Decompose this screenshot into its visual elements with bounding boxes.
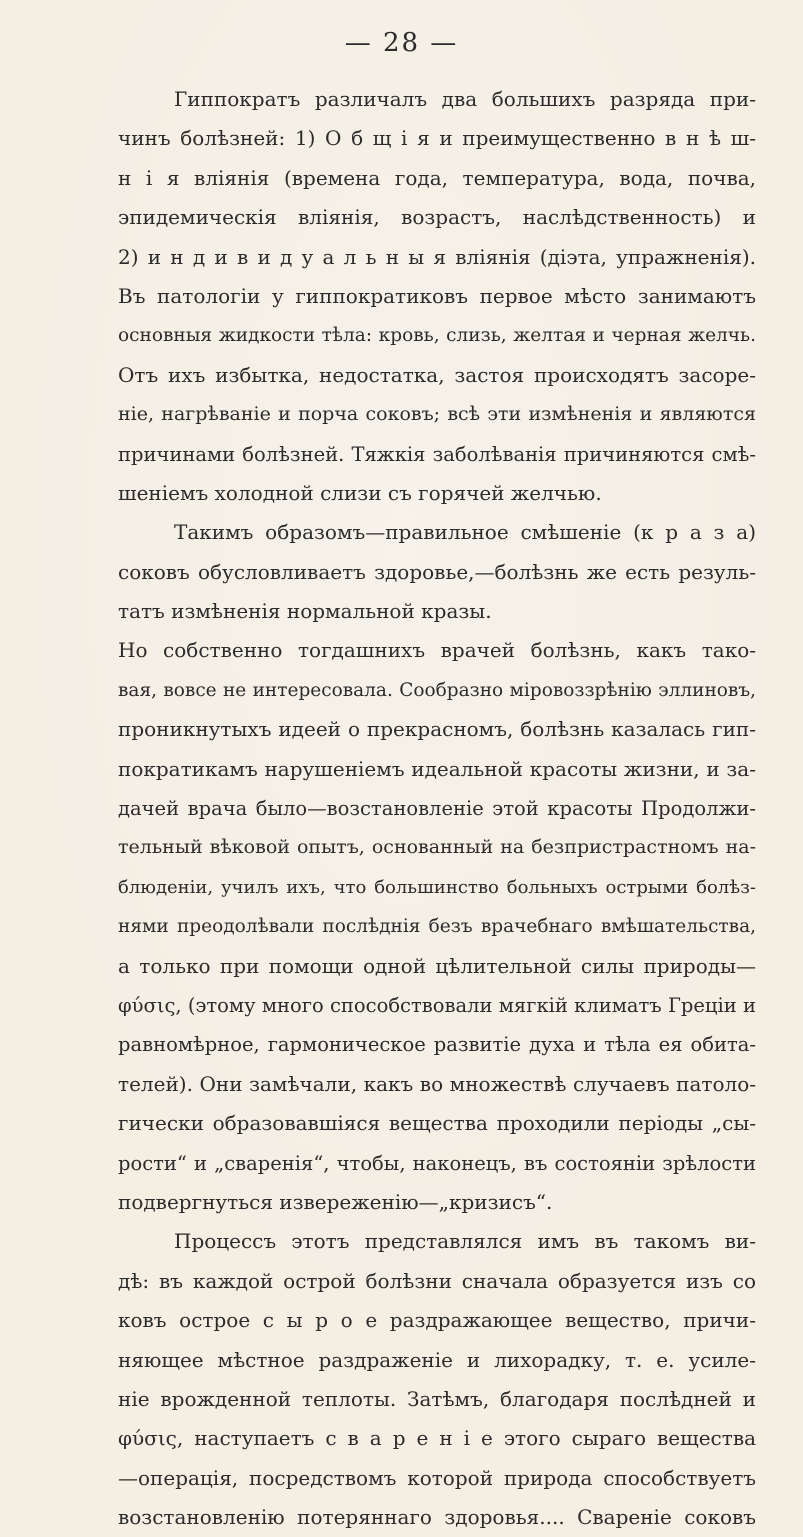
text-line: соковъ обусловливаетъ здоровье,—болѣзнь же есть резуль-	[118, 559, 756, 584]
text-line: вая, вовсе не интересовала. Сообразно міровоззрѣнію эллиновъ,	[118, 679, 756, 701]
text-line: нями преодолѣвали послѣднія безъ врачебнаго вмѣшательства,	[118, 916, 756, 938]
text-line: φύσις, наступаетъ с в а р е н і е этого сыраго вещества	[118, 1426, 756, 1451]
text-line: эпидемическія вліянія, возрастъ, наслѣдственность) и	[118, 205, 756, 230]
text-line: ніе, нагрѣваніе и порча соковъ; всѣ эти измѣненія и являются	[118, 403, 756, 426]
text-line: рости“ и „сваренія“, чтобы, наконецъ, въ состояніи зрѣлости	[118, 1151, 756, 1175]
text-line: 2) и н д и в и д у а л ь н ы я вліянія (діэта, упражненія).	[118, 244, 756, 269]
text-line: возстановленію потеряннаго здоровья.... Свареніе соковъ	[118, 1505, 756, 1530]
text-line: гически образовавшіяся вещества проходили періоды „сы-	[118, 1111, 756, 1136]
text-line: Отъ ихъ избытка, недостатка, застоя происходятъ засоре-	[118, 362, 756, 387]
text-line: дачей врача было—возстановленіе этой красоты Продолжи-	[118, 797, 756, 821]
text-line: ніе врожденной теплоты. Затѣмъ, благодаря послѣдней и	[118, 1386, 756, 1411]
text-line: н і я вліянія (времена года, температура, вода, почва,	[118, 165, 756, 190]
text-line: Въ патологіи у гиппократиковъ первое мѣсто занимаютъ	[118, 283, 756, 308]
text-line: татъ измѣненія нормальной кразы.	[118, 599, 492, 624]
text-line: няющее мѣстное раздраженіе и лихорадку, т. е. усиле-	[118, 1347, 756, 1372]
text-line: равномѣрное, гармоническое развитіе духа и тѣла ея обита-	[118, 1033, 756, 1057]
text-line: проникнутыхъ идеей о прекрасномъ, болѣзнь казалась гип-	[118, 717, 756, 742]
text-line: Гиппократъ различалъ два большихъ разряда при-	[174, 87, 756, 111]
page-number: — 28 —	[344, 28, 459, 58]
text-line: блюденіи, училъ ихъ, что большинство больныхъ острыми болѣз-	[118, 876, 756, 898]
text-line: причинами болѣзней. Тяжкія заболѣванія причиняются смѣ-	[118, 442, 756, 466]
text-line: основныя жидкости тѣла: кровь, слизь, желтая и черная желчь.	[118, 325, 756, 347]
text-line: Процессъ этотъ представлялся имъ въ такомъ ви-	[174, 1229, 756, 1254]
text-line: телей). Они замѣчали, какъ во множествѣ случаевъ патоло-	[118, 1071, 756, 1096]
body-text	[118, 80, 756, 1537]
text-line: ковъ острое с ы р о е раздражающее вещество, причи-	[118, 1308, 756, 1333]
text-line: Такимъ образомъ—правильное смѣшеніе (к р а з а)	[174, 520, 756, 545]
text-line: Но собственно тогдашнихъ врачей болѣзнь, какъ тако-	[118, 638, 756, 663]
text-line: чинъ болѣзней: 1) О б щ і я и преимущественно в н ѣ ш-	[118, 126, 756, 151]
text-line: дѣ: въ каждой острой болѣзни сначала образуется изъ со	[118, 1268, 756, 1293]
text-line: φύσις, (этому много способствовали мягкій климатъ Греціи и	[118, 993, 756, 1017]
text-line: а только при помощи одной цѣлительной силы природы—	[118, 953, 756, 978]
text-line: тельный вѣковой опытъ, основанный на безпристрастномъ на-	[118, 836, 756, 859]
text-line: —операція, посредствомъ которой природа способствуетъ	[118, 1465, 756, 1490]
text-line: пократикамъ нарушеніемъ идеальной красоты жизни, и за-	[118, 756, 756, 781]
text-line: подвергнуться извереженію—„кризисъ“.	[118, 1189, 553, 1214]
text-line: шеніемъ холодной слизи съ горячей желчью.	[118, 480, 602, 505]
